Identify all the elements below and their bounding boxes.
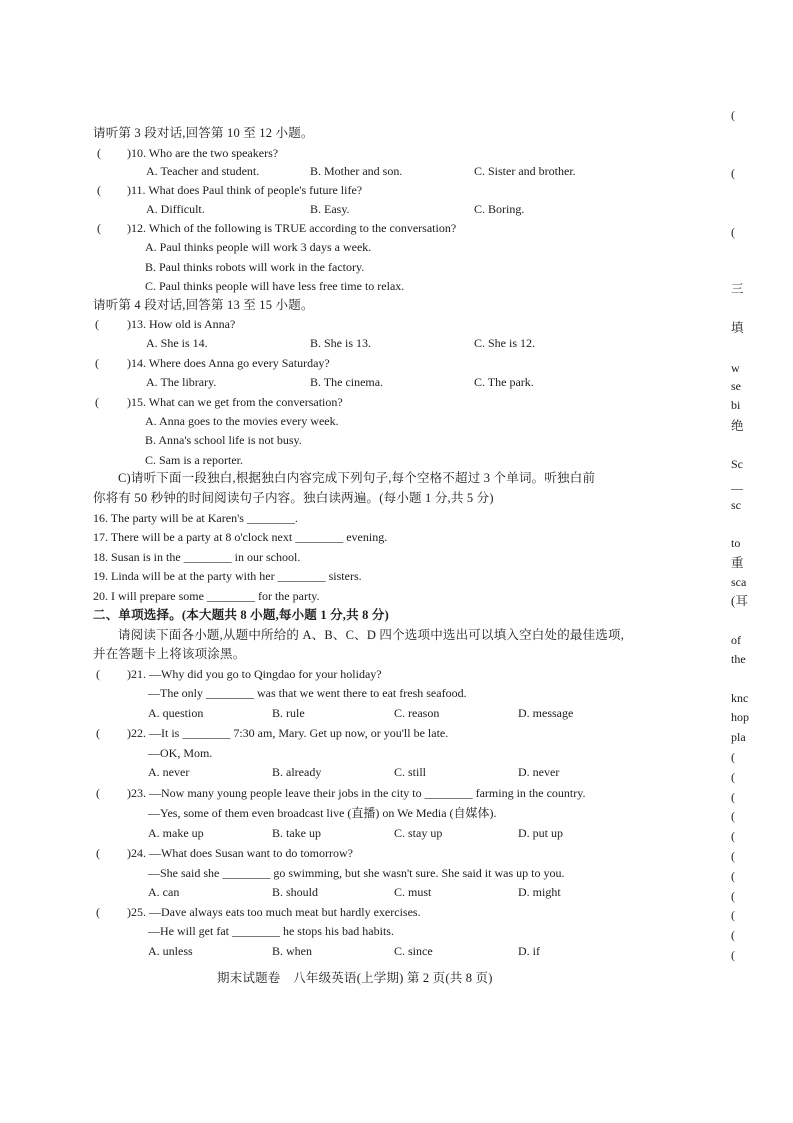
answer-bracket-close: ) [127, 221, 131, 235]
option-23-a: A. make up [148, 826, 204, 840]
page-footer: 期末试题卷 八年级英语(上学期) 第 2 页(共 8 页) [217, 971, 493, 985]
edge-fragment: the [731, 652, 746, 666]
option-13-b: B. She is 13. [310, 336, 372, 350]
option-21-c: C. reason [394, 706, 440, 720]
answer-bracket-open-21: ( [96, 667, 100, 681]
dialogue-3-instruction: 请听第 3 段对话,回答第 10 至 12 小题。 [93, 126, 314, 140]
option-25-b: B. when [272, 944, 312, 958]
edge-fragment: ( [731, 166, 735, 180]
answer-bracket-open-24: ( [96, 846, 100, 860]
option-22-a: A. never [148, 765, 190, 779]
answer-bracket-open-13: ( [95, 317, 99, 331]
option-15-b: B. Anna's school life is not busy. [145, 433, 302, 447]
edge-fragment: ( [731, 889, 735, 903]
question-21-reply: —The only ________ was that we went there to eat fresh seafood. [148, 686, 467, 700]
question-23-reply: —Yes, some of them even broadcast live (直播) on We Media (自媒体). [148, 806, 497, 820]
question-14 [127, 355, 330, 371]
answer-bracket-open-14: ( [95, 356, 99, 370]
question-23-stem: 23. —Now many young people leave their jobs in the city to ________ farming in the country. [131, 786, 586, 800]
option-11-a: A. Difficult. [146, 202, 205, 216]
answer-bracket-open-12: ( [97, 221, 101, 235]
question-12 [127, 220, 456, 236]
answer-bracket-close: ) [127, 846, 131, 860]
option-23-b: B. take up [272, 826, 321, 840]
question-22 [127, 725, 448, 741]
question-22-reply: —OK, Mom. [148, 746, 213, 760]
edge-fragment: ( [731, 790, 735, 804]
option-23-d: D. put up [518, 826, 563, 840]
question-14-stem: 14. Where does Anna go every Saturday? [131, 356, 330, 370]
sentence-19: 19. Linda will be at the party with her ________ sisters. [93, 569, 362, 583]
option-13-a: A. She is 14. [146, 336, 208, 350]
question-10 [127, 145, 278, 161]
answer-bracket-close: ) [127, 395, 131, 409]
option-11-b: B. Easy. [310, 202, 350, 216]
edge-fragment: 三 [731, 282, 744, 296]
edge-fragment: ( [731, 809, 735, 823]
option-24-b: B. should [272, 885, 319, 899]
edge-fragment: bi [731, 398, 741, 412]
question-24-reply: —She said she ________ go swimming, but she wasn't sure. She said it was up to you. [148, 866, 565, 880]
edge-fragment: ( [731, 750, 735, 764]
edge-fragment: ( [731, 225, 735, 239]
single-choice-heading: 二、单项选择。(本大题共 8 小题,每小题 1 分,共 8 分) [93, 608, 389, 622]
edge-fragment: 绝 [731, 419, 744, 433]
option-24-c: C. must [394, 885, 432, 899]
option-10-c: C. Sister and brother. [474, 164, 576, 178]
edge-fragment: ( [731, 869, 735, 883]
edge-fragment: ( [731, 849, 735, 863]
question-24 [127, 845, 353, 861]
monologue-intro-line-1: C)请听下面一段独白,根据独白内容完成下列句子,每个空格不超过 3 个单词。听独白前 [118, 471, 596, 485]
option-21-a: A. question [148, 706, 204, 720]
option-10-b: B. Mother and son. [310, 164, 403, 178]
answer-bracket-close: ) [127, 317, 131, 331]
answer-bracket-close: ) [127, 905, 131, 919]
question-12-stem: 12. Which of the following is TRUE according to the conversation? [131, 221, 457, 235]
option-22-c: C. still [394, 765, 427, 779]
option-23-c: C. stay up [394, 826, 443, 840]
question-22-stem: 22. —It is ________ 7:30 am, Mary. Get up now, or you'll be late. [131, 726, 449, 740]
option-10-a: A. Teacher and student. [146, 164, 260, 178]
sentence-18: 18. Susan is in the ________ in our school. [93, 550, 301, 564]
question-24-stem: 24. —What does Susan want to do tomorrow? [131, 846, 353, 860]
edge-fragment: ( [731, 108, 735, 122]
question-15-stem: 15. What can we get from the conversation? [131, 395, 343, 409]
option-15-a: A. Anna goes to the movies every week. [145, 414, 339, 428]
option-22-d: D. never [518, 765, 560, 779]
edge-fragment: hop [731, 710, 749, 724]
option-25-a: A. unless [148, 944, 193, 958]
answer-bracket-close: ) [127, 726, 131, 740]
answer-bracket-open-15: ( [95, 395, 99, 409]
single-choice-instruction-1: 请阅读下面各小题,从题中所给的 A、B、C、D 四个选项中选出可以填入空白处的最佳选项, [118, 628, 625, 642]
sentence-17: 17. There will be a party at 8 o'clock next ________ evening. [93, 530, 388, 544]
option-25-d: D. if [518, 944, 540, 958]
single-choice-instruction-2: 并在答题卡上将该项涂黑。 [93, 647, 246, 661]
option-22-b: B. already [272, 765, 322, 779]
question-15 [127, 394, 343, 410]
option-12-a: A. Paul thinks people will work 3 days a week. [145, 240, 372, 254]
edge-fragment: 填 [731, 321, 744, 335]
edge-fragment: ( [731, 908, 735, 922]
question-10-stem: 10. Who are the two speakers? [131, 146, 279, 160]
edge-fragment: — [731, 481, 743, 495]
question-21 [127, 666, 382, 682]
answer-bracket-open-23: ( [96, 786, 100, 800]
question-11-stem: 11. What does Paul think of people's future life? [131, 183, 363, 197]
answer-bracket-close: ) [127, 183, 131, 197]
answer-bracket-close: ) [127, 786, 131, 800]
option-24-a: A. can [148, 885, 180, 899]
option-21-d: D. message [518, 706, 574, 720]
question-25 [127, 904, 421, 920]
question-25-stem: 25. —Dave always eats too much meat but hardly exercises. [131, 905, 421, 919]
question-11 [127, 182, 362, 198]
option-24-d: D. might [518, 885, 561, 899]
option-12-c: C. Paul thinks people will have less free time to relax. [145, 279, 405, 293]
question-25-reply: —He will get fat ________ he stops his bad habits. [148, 924, 394, 938]
option-11-c: C. Boring. [474, 202, 525, 216]
option-15-c: C. Sam is a reporter. [145, 453, 243, 467]
edge-fragment: knc [731, 691, 749, 705]
answer-bracket-open-22: ( [96, 726, 100, 740]
edge-fragment: ( [731, 829, 735, 843]
option-21-b: B. rule [272, 706, 305, 720]
edge-fragment: se [731, 379, 741, 393]
question-13 [127, 316, 235, 332]
edge-fragment: of [731, 633, 741, 647]
answer-bracket-close: ) [127, 146, 131, 160]
edge-fragment: to [731, 536, 741, 550]
question-21-stem: 21. —Why did you go to Qingdao for your holiday? [131, 667, 382, 681]
option-14-b: B. The cinema. [310, 375, 384, 389]
edge-fragment: (耳 [731, 594, 749, 608]
sentence-20: 20. I will prepare some ________ for the party. [93, 589, 320, 603]
edge-fragment: pla [731, 730, 746, 744]
dialogue-4-instruction: 请听第 4 段对话,回答第 13 至 15 小题。 [93, 298, 314, 312]
answer-bracket-open-10: ( [97, 146, 101, 160]
question-23 [127, 785, 585, 801]
edge-fragment: sc [731, 498, 741, 512]
edge-fragment: 重 [731, 556, 744, 570]
option-14-c: C. The park. [474, 375, 534, 389]
edge-fragment: ( [731, 928, 735, 942]
answer-bracket-open-25: ( [96, 905, 100, 919]
answer-bracket-close: ) [127, 667, 131, 681]
edge-fragment: sca [731, 575, 747, 589]
next-page-edge [729, 0, 753, 1123]
option-25-c: C. since [394, 944, 433, 958]
answer-bracket-close: ) [127, 356, 131, 370]
edge-fragment: ( [731, 770, 735, 784]
edge-fragment: w [731, 361, 740, 375]
edge-fragment: ( [731, 948, 735, 962]
option-12-b: B. Paul thinks robots will work in the factory. [145, 260, 365, 274]
edge-fragment: Sc [731, 457, 743, 471]
option-14-a: A. The library. [146, 375, 217, 389]
sentence-16: 16. The party will be at Karen's ________. [93, 511, 298, 525]
question-13-stem: 13. How old is Anna? [131, 317, 236, 331]
monologue-intro-line-2: 你将有 50 秒钟的时间阅读句子内容。独白读两遍。(每小题 1 分,共 5 分) [93, 491, 494, 505]
option-13-c: C. She is 12. [474, 336, 536, 350]
answer-bracket-open-11: ( [97, 183, 101, 197]
